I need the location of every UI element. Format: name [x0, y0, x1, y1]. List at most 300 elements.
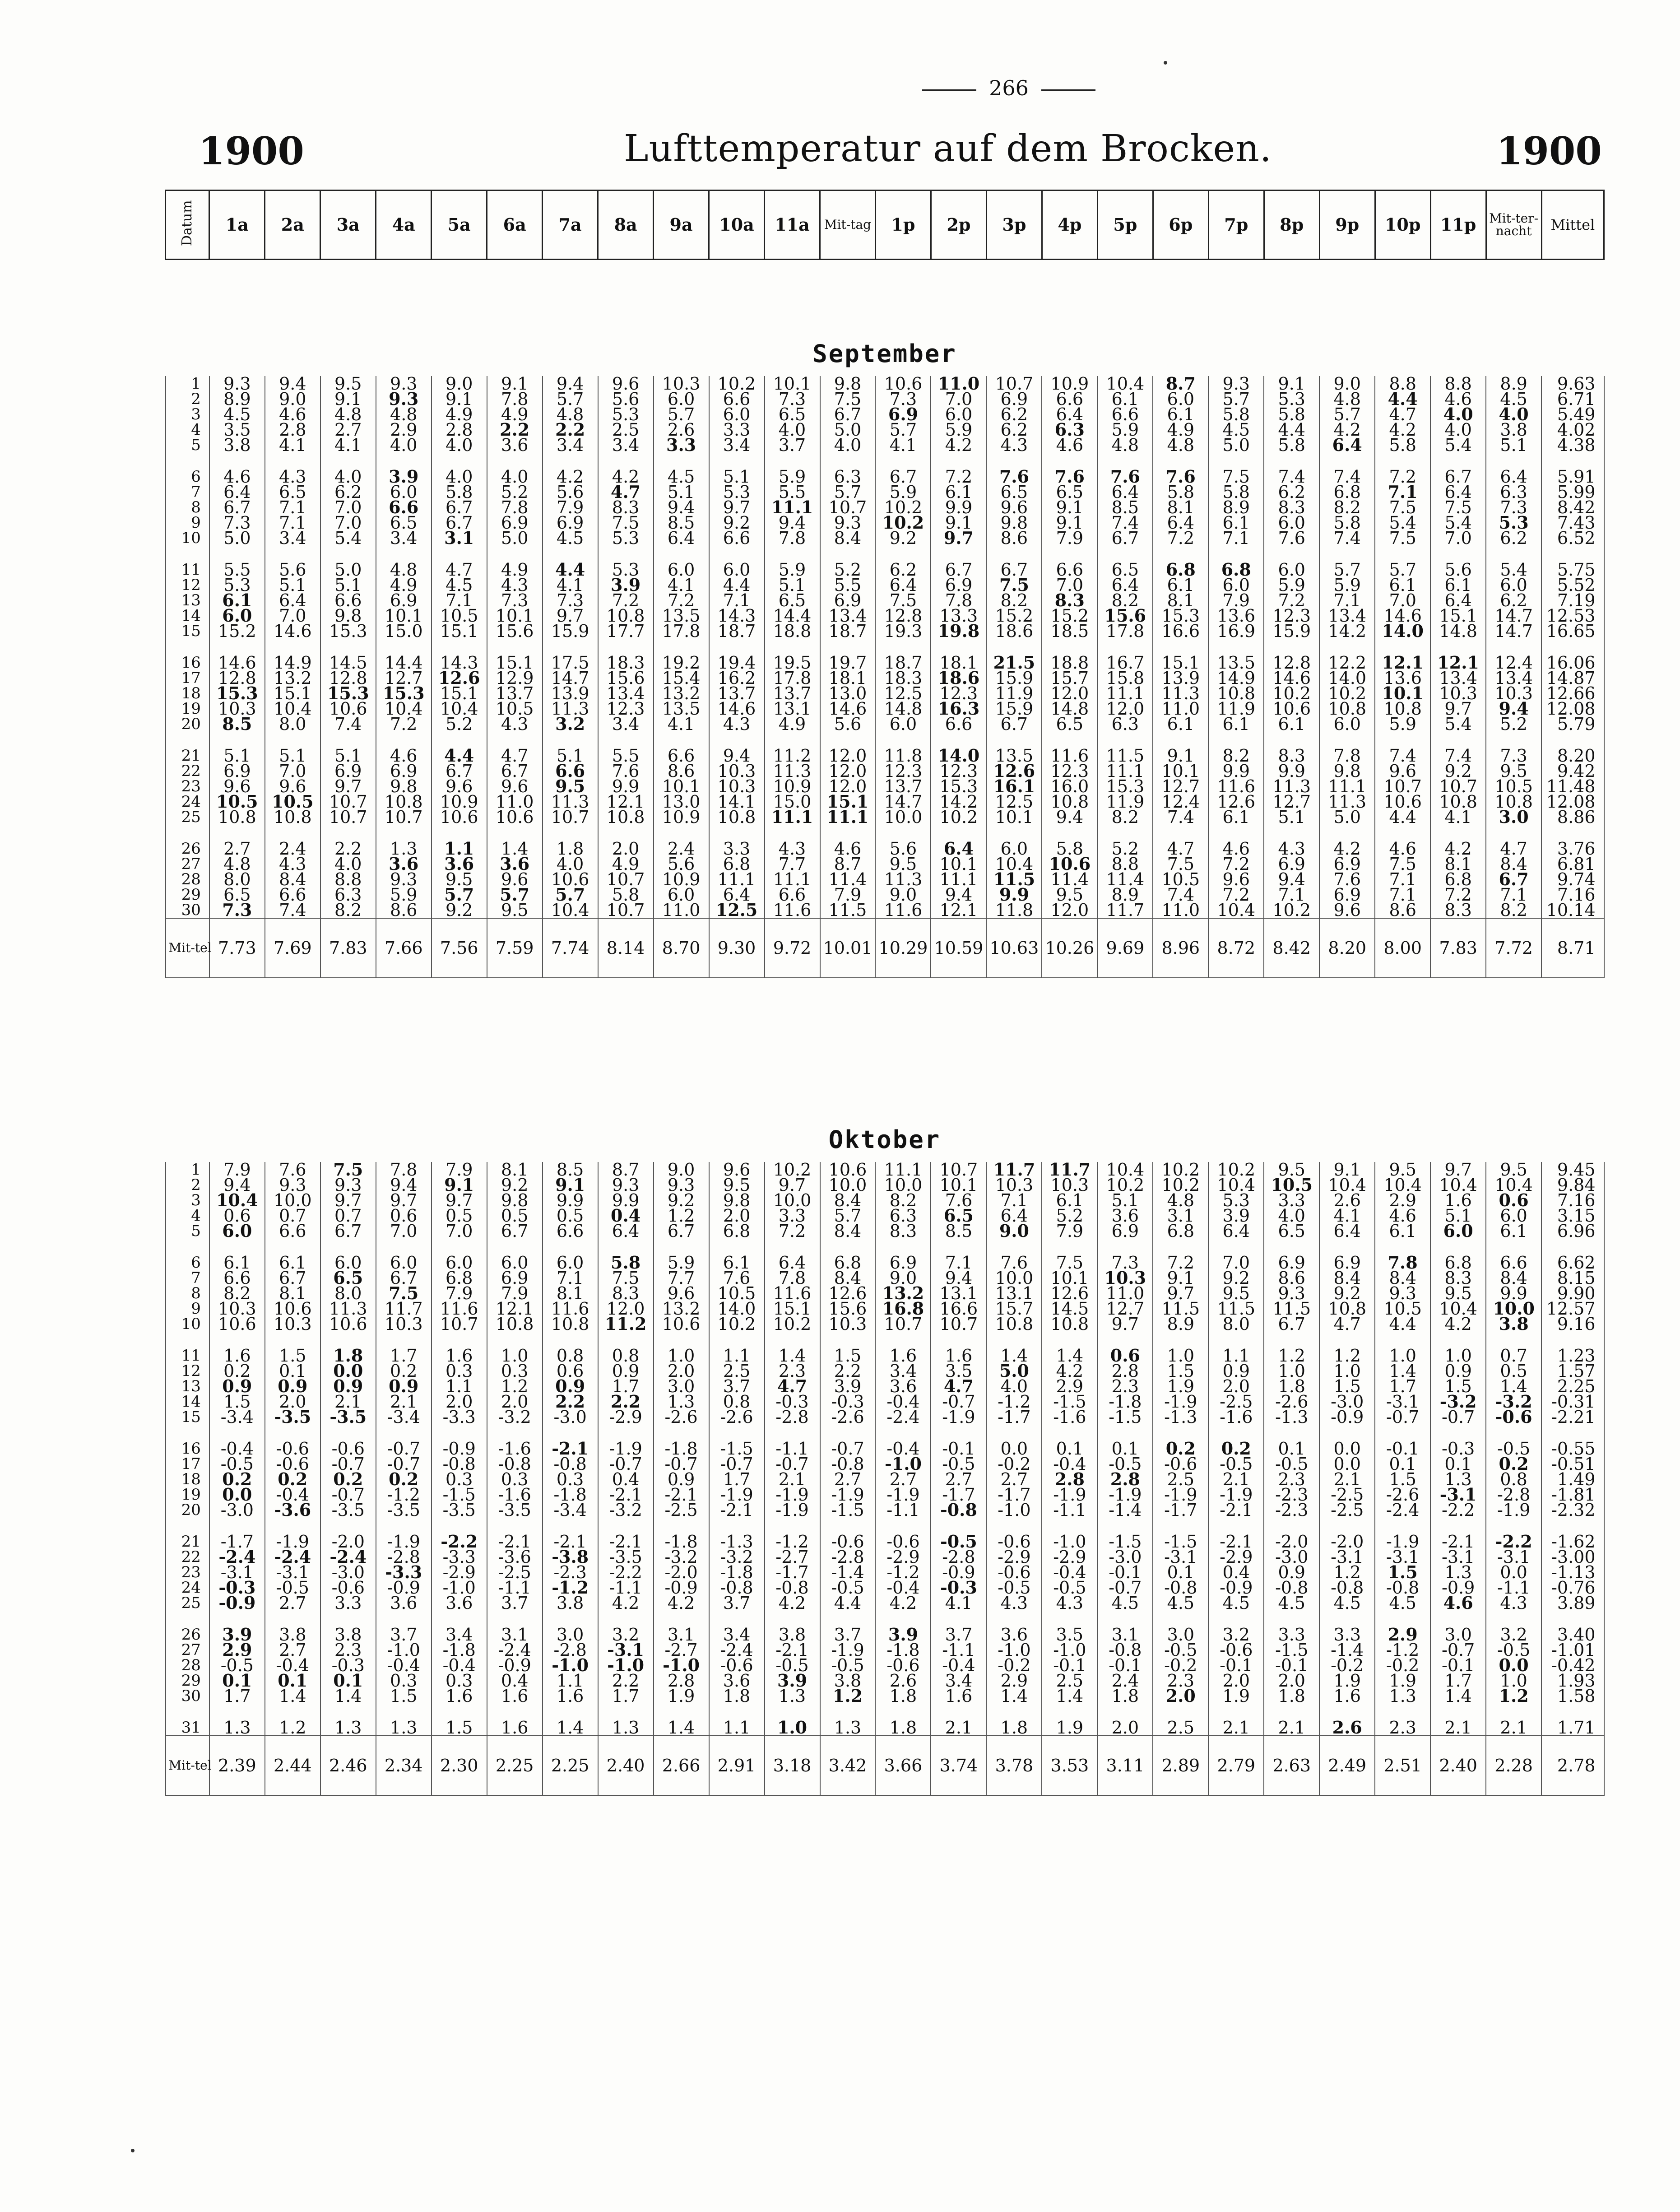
hourly-value: 2.2	[543, 1394, 598, 1409]
hourly-value: 14.0	[1319, 670, 1375, 686]
hourly-value: 7.0	[1042, 577, 1097, 593]
hourly-value: 7.9	[820, 887, 876, 902]
hourly-value: -1.0	[543, 1658, 598, 1673]
daily-mean: -1.81	[1541, 1487, 1604, 1502]
hourly-value: 11.3	[1153, 686, 1208, 701]
hourly-value: 8.9	[209, 391, 265, 407]
hourly-value: -0.6	[1208, 1642, 1264, 1658]
hourly-value: 12.9	[487, 670, 543, 686]
hourly-value: 10.4	[543, 902, 598, 918]
hourly-value: 7.1	[1319, 593, 1375, 608]
hourly-value: 8.1	[265, 1286, 320, 1301]
hourly-value: 9.6	[598, 376, 654, 391]
hourly-value: 13.9	[1153, 670, 1208, 686]
hourly-value: 0.5	[1486, 1363, 1541, 1379]
hourly-value: -1.9	[709, 1487, 765, 1502]
hourly-value: -1.9	[1486, 1502, 1541, 1518]
hourly-value: 10.4	[376, 701, 432, 716]
hourly-value: 9.5	[432, 872, 487, 887]
day-number: 6	[166, 1255, 209, 1270]
header-hour: 10a	[709, 191, 765, 260]
hourly-value: 12.6	[986, 763, 1042, 779]
hourly-value: 5.8	[1264, 437, 1319, 453]
hourly-value: 9.5	[1375, 1162, 1430, 1177]
hourly-value: 4.3	[265, 856, 320, 872]
hourly-value: 11.8	[986, 902, 1042, 918]
hourly-value: 5.8	[598, 1255, 654, 1270]
hourly-value: -1.2	[765, 1534, 820, 1549]
hourly-value: -1.3	[709, 1534, 765, 1549]
hourly-value: 4.1	[654, 577, 709, 593]
hourly-value: -3.6	[265, 1502, 320, 1518]
hourly-value: 5.1	[265, 577, 320, 593]
hourly-value: 7.4	[1097, 515, 1153, 530]
hourly-value: 4.7	[931, 1379, 986, 1394]
hourly-value: 13.4	[820, 608, 876, 623]
hourly-value: -0.6	[265, 1441, 320, 1456]
hourly-value: 18.7	[820, 623, 876, 639]
hourly-value: 10.4	[1430, 1301, 1486, 1316]
hourly-value: 6.9	[376, 763, 432, 779]
hourly-value: -1.2	[376, 1487, 432, 1502]
hourly-value: 3.2	[598, 1627, 654, 1642]
hourly-value: 10.9	[432, 794, 487, 809]
daily-mean: -0.42	[1541, 1658, 1604, 1673]
hourly-value: 4.7	[598, 484, 654, 500]
hourly-value: 7.6	[1264, 530, 1319, 546]
day-number: 20	[166, 716, 209, 732]
hourly-value: -0.6	[265, 1456, 320, 1472]
hourly-value: -0.4	[265, 1658, 320, 1673]
hourly-value: 7.8	[765, 1270, 820, 1286]
hourly-value: 7.6	[986, 1255, 1042, 1270]
hourly-value: 3.7	[487, 1595, 543, 1611]
hourly-value: 7.5	[320, 1162, 376, 1177]
hourly-value: 13.7	[875, 779, 931, 794]
hourly-value: 7.0	[1375, 593, 1430, 608]
hourly-value: -1.6	[1042, 1409, 1097, 1425]
hourly-value: 6.4	[598, 1223, 654, 1239]
hourly-value: 6.5	[765, 593, 820, 608]
hourly-value: 6.1	[1375, 1223, 1430, 1239]
hourly-value: -2.1	[709, 1502, 765, 1518]
hourly-value: -0.9	[654, 1580, 709, 1595]
hourly-value: 7.3	[209, 902, 265, 918]
hourly-value: 10.4	[1097, 376, 1153, 391]
day-number: 16	[166, 1441, 209, 1456]
hourly-value: 12.5	[986, 794, 1042, 809]
hourly-value: 5.3	[709, 484, 765, 500]
page-number: 266	[783, 76, 1234, 100]
hourly-value: -0.4	[376, 1658, 432, 1673]
hourly-value: 6.3	[1097, 716, 1153, 732]
group-spacer	[166, 825, 1604, 841]
hourly-value: 2.0	[265, 1394, 320, 1409]
hourly-value: 0.2	[1486, 1456, 1541, 1472]
hourly-value: 4.2	[1430, 1316, 1486, 1332]
hourly-value: 4.3	[986, 1595, 1042, 1611]
hourly-value: 9.5	[1486, 1162, 1541, 1177]
daily-mean: 6.96	[1541, 1223, 1604, 1239]
day-number: 14	[166, 608, 209, 623]
hourly-value: 2.9	[1375, 1193, 1430, 1208]
hourly-value: 4.5	[654, 469, 709, 484]
hourly-value: 4.2	[1430, 841, 1486, 856]
hourly-value: 2.7	[986, 1472, 1042, 1487]
hourly-value: 8.7	[598, 1162, 654, 1177]
hourly-value: 6.6	[265, 1223, 320, 1239]
hourly-value: 6.5	[1042, 484, 1097, 500]
hourly-value: 9.4	[376, 1177, 432, 1193]
hourly-value: 4.4	[709, 577, 765, 593]
day-number: 15	[166, 623, 209, 639]
hourly-value: 10.8	[487, 1316, 543, 1332]
hourly-value: -2.8	[820, 1549, 876, 1565]
hourly-value: 3.8	[543, 1595, 598, 1611]
hourly-value: -0.7	[1430, 1642, 1486, 1658]
hourly-value: 0.4	[1208, 1565, 1264, 1580]
hourly-value: 6.5	[765, 407, 820, 422]
hourly-value: 5.8	[432, 484, 487, 500]
hourly-value: 5.4	[1375, 515, 1430, 530]
hourly-value: 11.0	[1097, 1286, 1153, 1301]
hourly-mean: 2.25	[543, 1736, 598, 1795]
hourly-value: 6.3	[820, 469, 876, 484]
hourly-value: 4.0	[376, 437, 432, 453]
hourly-value: 10.3	[209, 1301, 265, 1316]
mittel-label: Mit-tel	[166, 918, 209, 978]
table-row	[166, 1363, 1604, 1379]
hourly-value: 11.3	[320, 1301, 376, 1316]
hourly-value: -3.0	[1319, 1394, 1375, 1409]
day-number: 13	[166, 593, 209, 608]
hourly-value: -3.8	[543, 1549, 598, 1565]
hourly-value: 7.3	[875, 391, 931, 407]
hourly-value: 10.8	[1042, 794, 1097, 809]
hourly-value: 15.7	[986, 1301, 1042, 1316]
hourly-value: 9.7	[931, 530, 986, 546]
hourly-value: 3.3	[654, 437, 709, 453]
daily-mean: 9.63	[1541, 376, 1604, 391]
hourly-value: -0.9	[432, 1441, 487, 1456]
day-number: 2	[166, 1177, 209, 1193]
hourly-value: -0.8	[1097, 1642, 1153, 1658]
hourly-value: 3.4	[875, 1363, 931, 1379]
hourly-value: 6.0	[709, 562, 765, 577]
hourly-value: 9.0	[875, 1270, 931, 1286]
hourly-value: 6.2	[986, 422, 1042, 437]
hourly-value: 6.4	[209, 484, 265, 500]
hourly-value: 14.4	[376, 655, 432, 670]
hourly-value: -3.4	[209, 1409, 265, 1425]
hourly-value: 10.6	[875, 376, 931, 391]
hourly-value: 7.3	[543, 593, 598, 608]
hourly-value: 10.6	[320, 1316, 376, 1332]
hourly-value: 2.0	[709, 1208, 765, 1223]
hourly-value: 1.7	[709, 1472, 765, 1487]
hourly-value: 6.9	[320, 763, 376, 779]
hourly-value: 4.0	[1430, 422, 1486, 437]
hourly-value: 2.1	[320, 1394, 376, 1409]
hourly-value: 4.8	[1097, 437, 1153, 453]
daily-mean: 5.79	[1541, 716, 1604, 732]
daily-mean: 6.62	[1541, 1255, 1604, 1270]
hourly-value: 7.8	[376, 1162, 432, 1177]
hourly-value: 4.2	[765, 1595, 820, 1611]
hourly-value: 5.4	[1486, 562, 1541, 577]
hourly-value: 5.3	[209, 577, 265, 593]
hourly-value: -0.6	[820, 1534, 876, 1549]
hourly-value: 11.2	[765, 748, 820, 763]
hourly-value: 6.0	[1264, 562, 1319, 577]
hourly-value: -2.0	[654, 1565, 709, 1580]
hourly-value: 0.1	[1153, 1565, 1208, 1580]
hourly-value: 9.4	[709, 748, 765, 763]
hourly-value: 1.4	[320, 1688, 376, 1704]
hourly-value: 1.5	[1375, 1472, 1430, 1487]
hourly-value: 9.0	[432, 376, 487, 391]
hourly-value: 7.2	[1208, 856, 1264, 872]
hourly-value: 17.7	[598, 623, 654, 639]
hourly-value: 8.0	[265, 716, 320, 732]
hourly-value: 5.1	[543, 748, 598, 763]
section-spacer	[166, 978, 1604, 1046]
hourly-value: 10.8	[598, 608, 654, 623]
hourly-value: 7.5	[1375, 530, 1430, 546]
hourly-value: 13.2	[654, 686, 709, 701]
hourly-value: -1.2	[543, 1580, 598, 1595]
hourly-value: 13.7	[765, 686, 820, 701]
day-number: 30	[166, 1688, 209, 1704]
hourly-value: 4.3	[1264, 841, 1319, 856]
hourly-value: 13.2	[875, 1286, 931, 1301]
hourly-value: 4.1	[320, 437, 376, 453]
hourly-value: 4.0	[986, 1379, 1042, 1394]
hourly-value: 3.3	[320, 1595, 376, 1611]
hourly-value: 6.0	[1153, 391, 1208, 407]
hourly-value: 8.9	[1153, 1316, 1208, 1332]
hourly-value: 5.9	[931, 422, 986, 437]
hourly-value: 9.2	[1208, 1270, 1264, 1286]
hourly-value: -0.7	[931, 1394, 986, 1409]
day-number: 2	[166, 391, 209, 407]
hourly-value: 4.7	[1319, 1316, 1375, 1332]
hourly-value: -0.3	[209, 1580, 265, 1595]
monthly-mean: 2.78	[1541, 1736, 1604, 1795]
hourly-value: 2.2	[820, 1363, 876, 1379]
hourly-value: 8.7	[1153, 376, 1208, 391]
hourly-value: 16.9	[1208, 623, 1264, 639]
hourly-value: 8.9	[1097, 887, 1153, 902]
hourly-value: 6.0	[931, 407, 986, 422]
hourly-value: 10.5	[1486, 779, 1541, 794]
hourly-value: 11.7	[376, 1301, 432, 1316]
hourly-value: 10.2	[1097, 1177, 1153, 1193]
hourly-value: 9.2	[1319, 1286, 1375, 1301]
hourly-value: 9.4	[931, 1270, 986, 1286]
hourly-value: 6.5	[931, 1208, 986, 1223]
hourly-value: 11.5	[1264, 1301, 1319, 1316]
table-row	[166, 1658, 1604, 1673]
hourly-value: 11.7	[1042, 1162, 1097, 1177]
hourly-value: -0.1	[1097, 1565, 1153, 1580]
hourly-value: 12.1	[1430, 655, 1486, 670]
hourly-value: -0.6	[986, 1565, 1042, 1580]
hourly-value: 9.0	[265, 391, 320, 407]
hourly-value: -2.5	[487, 1565, 543, 1580]
hourly-value: 4.9	[432, 407, 487, 422]
hourly-value: 5.4	[1430, 515, 1486, 530]
hourly-value: 13.9	[543, 686, 598, 701]
hourly-value: 7.2	[1153, 1255, 1208, 1270]
hourly-value: 11.5	[1097, 748, 1153, 763]
hourly-value: 6.7	[487, 763, 543, 779]
hourly-value: 6.5	[986, 484, 1042, 500]
hourly-value: 11.1	[709, 872, 765, 887]
hourly-value: 16.1	[986, 779, 1042, 794]
hourly-value: 1.3	[320, 1720, 376, 1736]
hourly-value: 5.0	[986, 1363, 1042, 1379]
hourly-value: 10.0	[986, 1270, 1042, 1286]
hourly-value: 15.1	[765, 1301, 820, 1316]
hourly-value: 6.0	[654, 562, 709, 577]
hourly-value: -0.2	[1319, 1658, 1375, 1673]
hourly-value: 3.0	[543, 1627, 598, 1642]
header-mittel: Mittel	[1541, 191, 1604, 260]
hourly-value: 5.2	[1486, 716, 1541, 732]
hourly-value: 3.1	[1097, 1627, 1153, 1642]
hourly-value: 2.4	[654, 841, 709, 856]
hourly-value: -3.2	[1430, 1394, 1486, 1409]
hourly-value: 0.9	[1264, 1565, 1319, 1580]
hourly-value: 6.7	[320, 1223, 376, 1239]
hourly-value: 3.6	[709, 1673, 765, 1688]
hourly-value: -2.6	[820, 1409, 876, 1425]
spacer-cell	[166, 825, 209, 841]
hourly-value: 1.3	[765, 1688, 820, 1704]
hourly-value: 7.1	[986, 1193, 1042, 1208]
hourly-value: 15.1	[1430, 608, 1486, 623]
hourly-value: 10.8	[1208, 686, 1264, 701]
hourly-value: 12.6	[1042, 1286, 1097, 1301]
hourly-value: 8.4	[820, 1223, 876, 1239]
hourly-value: -3.5	[487, 1502, 543, 1518]
hourly-value: 1.0	[1430, 1348, 1486, 1363]
hourly-value: -0.6	[320, 1441, 376, 1456]
hourly-value: 2.0	[1097, 1720, 1153, 1736]
hourly-value: 0.1	[1042, 1441, 1097, 1456]
hourly-value: -1.2	[875, 1565, 931, 1580]
hourly-value: 7.7	[654, 1270, 709, 1286]
hourly-value: -1.0	[1042, 1642, 1097, 1658]
hourly-value: 2.3	[320, 1642, 376, 1658]
hourly-value: 5.0	[487, 530, 543, 546]
hourly-value: 1.8	[1264, 1379, 1319, 1394]
hourly-value: 3.8	[820, 1673, 876, 1688]
hourly-value: 11.6	[875, 902, 931, 918]
hourly-value: 6.6	[709, 391, 765, 407]
day-number: 21	[166, 748, 209, 763]
hourly-value: 8.2	[986, 593, 1042, 608]
hourly-value: 5.7	[820, 1208, 876, 1223]
hourly-value: 5.6	[875, 841, 931, 856]
hourly-value: 9.7	[765, 1177, 820, 1193]
hourly-value: 11.4	[820, 872, 876, 887]
hourly-value: 5.8	[1264, 407, 1319, 422]
hourly-value: 0.1	[320, 1673, 376, 1688]
table-row	[166, 530, 1604, 546]
hourly-value: 10.0	[1486, 1301, 1541, 1316]
daily-mean: 3.89	[1541, 1595, 1604, 1611]
hourly-value: 4.3	[1042, 1595, 1097, 1611]
day-number: 18	[166, 1472, 209, 1487]
hourly-value: 14.9	[1208, 670, 1264, 686]
month-heading-row	[166, 1046, 1604, 1162]
hourly-value: 7.2	[1375, 469, 1430, 484]
hourly-value: -0.4	[265, 1487, 320, 1502]
hourly-value: 5.7	[820, 484, 876, 500]
hourly-value: 3.9	[209, 1627, 265, 1642]
hourly-value: 6.1	[1375, 577, 1430, 593]
hourly-value: 1.2	[1486, 1688, 1541, 1704]
hourly-value: 6.6	[1042, 562, 1097, 577]
hourly-value: -0.7	[820, 1441, 876, 1456]
hourly-value: 1.6	[543, 1688, 598, 1704]
hourly-value: -1.7	[986, 1487, 1042, 1502]
hourly-value: 6.9	[1264, 856, 1319, 872]
hourly-value: 10.7	[598, 872, 654, 887]
hourly-value: 0.4	[598, 1472, 654, 1487]
hourly-value: -0.3	[1430, 1441, 1486, 1456]
hourly-mean: 7.83	[320, 918, 376, 978]
hourly-value: -2.2	[1430, 1502, 1486, 1518]
hourly-value: 0.8	[598, 1348, 654, 1363]
hourly-value: 10.6	[487, 809, 543, 825]
hourly-value: 4.3	[986, 437, 1042, 453]
hourly-value: 15.7	[1042, 670, 1097, 686]
daily-mean: 8.20	[1541, 748, 1604, 763]
hourly-value: -0.5	[1208, 1456, 1264, 1472]
hourly-value: 1.7	[376, 1348, 432, 1363]
hourly-value: 1.2	[654, 1208, 709, 1223]
hourly-value: 5.1	[209, 748, 265, 763]
hourly-value: 8.0	[320, 1286, 376, 1301]
hourly-value: -3.0	[209, 1502, 265, 1518]
hourly-value: 10.9	[654, 872, 709, 887]
hourly-value: 10.4	[986, 856, 1042, 872]
hourly-value: -1.5	[1153, 1534, 1208, 1549]
day-number: 17	[166, 1456, 209, 1472]
hourly-value: 10.5	[265, 794, 320, 809]
hourly-value: 15.6	[487, 623, 543, 639]
hourly-value: 15.1	[1153, 655, 1208, 670]
hourly-value: 7.0	[1208, 1255, 1264, 1270]
day-number: 28	[166, 872, 209, 887]
hourly-value: 0.7	[320, 1208, 376, 1223]
hourly-value: 9.9	[598, 1193, 654, 1208]
hourly-value: 15.1	[487, 655, 543, 670]
daily-mean: 5.49	[1541, 407, 1604, 422]
hourly-value: 1.0	[1264, 1363, 1319, 1379]
hourly-value: -1.0	[986, 1502, 1042, 1518]
hourly-value: 9.7	[1153, 1286, 1208, 1301]
hourly-value: 7.5	[986, 577, 1042, 593]
hourly-value: 11.7	[1097, 902, 1153, 918]
hourly-value: 7.0	[1430, 530, 1486, 546]
hourly-value: 5.9	[765, 562, 820, 577]
hourly-value: -0.5	[1486, 1642, 1541, 1658]
hourly-value: 10.4	[1486, 1177, 1541, 1193]
